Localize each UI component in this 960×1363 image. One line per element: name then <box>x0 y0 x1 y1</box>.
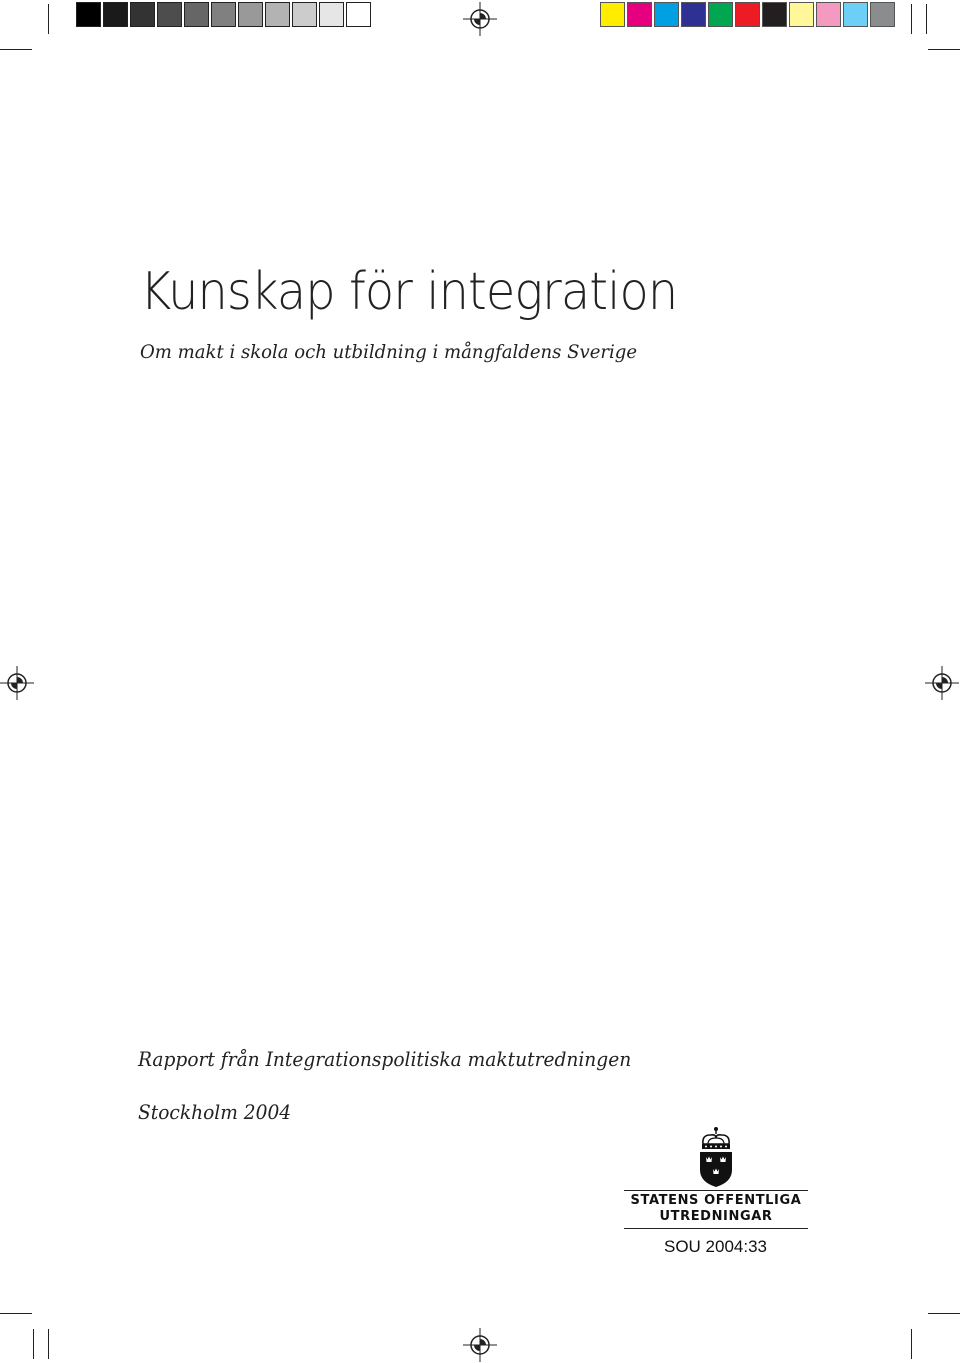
grayscale-swatch <box>238 2 263 27</box>
color-swatch <box>870 2 895 27</box>
place-year: Stockholm 2004 <box>138 1100 292 1124</box>
logo-rule <box>624 1228 808 1229</box>
logo-line-1: STATENS OFFENTLIGA <box>630 1193 802 1208</box>
logo-line-2: UTREDNINGAR <box>659 1209 773 1224</box>
series-number: SOU 2004:33 <box>664 1237 768 1256</box>
crop-mark <box>33 1329 34 1359</box>
swedish-crest-icon <box>696 1126 736 1188</box>
crop-mark <box>48 4 49 34</box>
grayscale-swatch <box>157 2 182 27</box>
color-swatch-strip <box>600 2 897 27</box>
report-line: Rapport från Integrationspolitiska maktutredningen <box>138 1047 632 1071</box>
grayscale-swatch <box>346 2 371 27</box>
color-swatch <box>789 2 814 27</box>
color-swatch <box>627 2 652 27</box>
document-title: Kunskap för integration <box>140 262 678 322</box>
color-swatch <box>708 2 733 27</box>
grayscale-swatch <box>130 2 155 27</box>
grayscale-swatch <box>319 2 344 27</box>
document-subtitle: Om makt i skola och utbildning i mångfaldens Sverige <box>140 341 638 363</box>
grayscale-swatch <box>265 2 290 27</box>
grayscale-swatch <box>103 2 128 27</box>
color-swatch <box>816 2 841 27</box>
crop-mark <box>48 1329 49 1359</box>
color-swatch <box>762 2 787 27</box>
color-swatch <box>600 2 625 27</box>
crop-mark <box>928 1313 960 1314</box>
color-swatch <box>681 2 706 27</box>
registration-target-icon <box>463 1328 497 1362</box>
registration-target-icon <box>0 666 34 700</box>
crop-mark <box>926 4 927 34</box>
grayscale-swatch-strip <box>76 2 373 27</box>
crop-mark <box>928 49 960 50</box>
color-swatch <box>654 2 679 27</box>
sou-logo <box>624 1126 808 1229</box>
crop-mark <box>0 49 32 50</box>
crop-mark <box>0 1313 32 1314</box>
crop-mark <box>911 1329 912 1359</box>
grayscale-swatch <box>292 2 317 27</box>
logo-rule <box>624 1190 808 1191</box>
color-swatch <box>735 2 760 27</box>
grayscale-swatch <box>211 2 236 27</box>
registration-target-icon <box>925 666 959 700</box>
grayscale-swatch <box>184 2 209 27</box>
crop-mark <box>911 4 912 34</box>
grayscale-swatch <box>76 2 101 27</box>
registration-target-icon <box>463 2 497 36</box>
color-swatch <box>843 2 868 27</box>
